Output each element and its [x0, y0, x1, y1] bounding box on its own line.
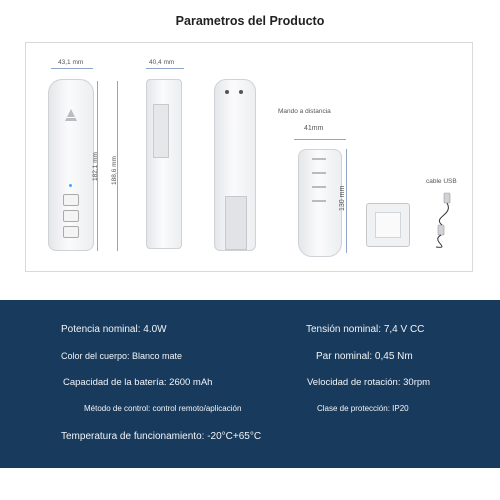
- spec-speed: Velocidad de rotación: 30rpm: [307, 377, 431, 388]
- remote-width-line: [294, 139, 346, 140]
- motor-back-view: [214, 79, 256, 251]
- remote-height-dimension: 130 mm: [339, 185, 346, 211]
- spec-protection: Clase de protección: IP20: [317, 404, 409, 413]
- spec-power: Potencia nominal: 4.0W: [61, 324, 167, 335]
- screw-hole-icon: [225, 90, 229, 94]
- remote-height-line: [346, 149, 347, 253]
- spec-voltage: Tensión nominal: 7,4 V CC: [306, 324, 425, 335]
- wall-bracket: [366, 203, 410, 247]
- remote-label: Mando a distancia: [278, 108, 331, 115]
- width-dimension-line-1: [51, 68, 93, 69]
- remote-button: [312, 200, 326, 202]
- mount-bracket-slot: [225, 196, 247, 250]
- button-down-icon: [63, 226, 79, 238]
- button-up-icon: [63, 194, 79, 206]
- cable-label: cable USB: [426, 178, 457, 185]
- spec-battery: Capacidad de la batería: 2600 mAh: [63, 377, 213, 388]
- height-dimension-1: 182,1 mm: [92, 152, 99, 181]
- height-dimension-2: 188,6 mm: [111, 156, 118, 185]
- spec-color: Color del cuerpo: Blanco mate: [61, 351, 183, 361]
- remote-control: [298, 149, 342, 257]
- spec-torque: Par nominal: 0,45 Nm: [316, 351, 413, 362]
- status-led-icon: [69, 184, 72, 187]
- arrow-up-icon: [64, 108, 78, 124]
- remote-button: [312, 172, 326, 174]
- product-diagram-panel: [25, 42, 473, 272]
- page-title: Parametros del Producto: [175, 14, 325, 28]
- spec-temperature: Temperatura de funcionamiento: -20°C+65°C: [61, 431, 262, 442]
- motor-front-view: [48, 79, 94, 251]
- width-dimension-line-2: [146, 68, 184, 69]
- width-dimension-2: 40,4 mm: [149, 59, 175, 66]
- usb-cable-icon: [424, 191, 460, 251]
- spec-control: Método de control: control remoto/aplicación: [84, 404, 242, 413]
- remote-width-dimension: 41mm: [304, 125, 324, 132]
- specifications-panel: [0, 300, 500, 468]
- bracket-center: [375, 212, 401, 238]
- remote-button: [312, 186, 326, 188]
- motor-side-view: [146, 79, 182, 249]
- width-dimension-1: 43,1 mm: [58, 59, 84, 66]
- side-clip: [153, 104, 169, 158]
- screw-hole-icon: [239, 90, 243, 94]
- remote-button: [312, 158, 326, 160]
- button-stop-icon: [63, 210, 79, 222]
